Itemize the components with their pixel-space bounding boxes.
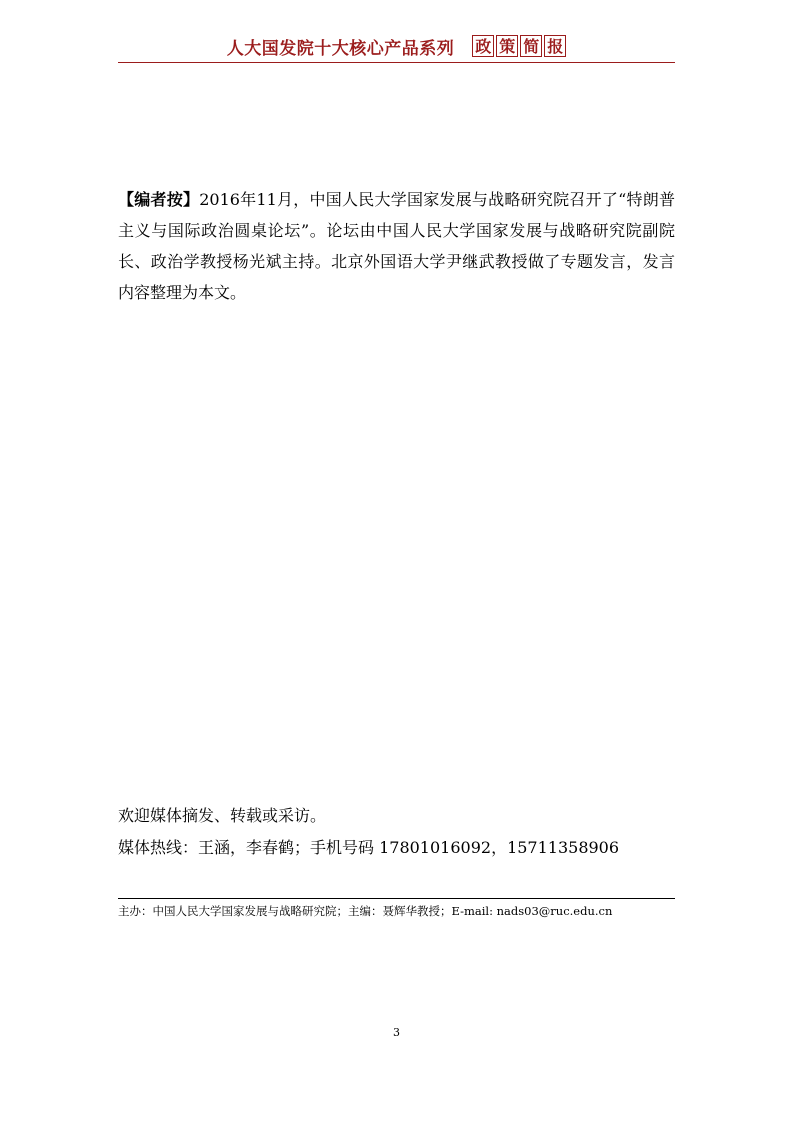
footer-divider <box>118 898 675 899</box>
editor-note-lead: 【编者按】 <box>118 190 200 209</box>
badge-char: 政 <box>472 35 494 57</box>
media-welcome-text: 欢迎媒体摘发、转载或采访。 <box>118 806 327 825</box>
editor-note-body: 2016年11月，中国人民大学国家发展与战略研究院召开了“特朗普主义与国际政治圆桌论坛”。论坛由中国人民大学国家发展与战略研究院副院长、政治学教授杨光斌主持。北京外国语大学尹继武教授做了专题发言，发言内容整理为本文。 <box>118 190 675 302</box>
series-title: 人大国发院十大核心产品系列 <box>226 38 455 59</box>
media-hotline-text: 媒体热线：王涵，李春鹤；手机号码 17801016092，15711358906 <box>118 838 620 857</box>
editor-note <box>118 184 675 308</box>
policy-brief-badges <box>472 35 566 57</box>
page-number: 3 <box>393 1026 400 1039</box>
publisher-info: 主办：中国人民大学国家发展与战略研究院；主编：聂辉华教授；E-mail: nads03@ruc.edu.cn <box>118 904 613 918</box>
badge-char: 简 <box>520 35 542 57</box>
header-divider <box>118 62 675 63</box>
badge-char: 策 <box>496 35 518 57</box>
contact-block <box>118 800 675 864</box>
page-header <box>118 30 675 62</box>
badge-char: 报 <box>544 35 566 57</box>
